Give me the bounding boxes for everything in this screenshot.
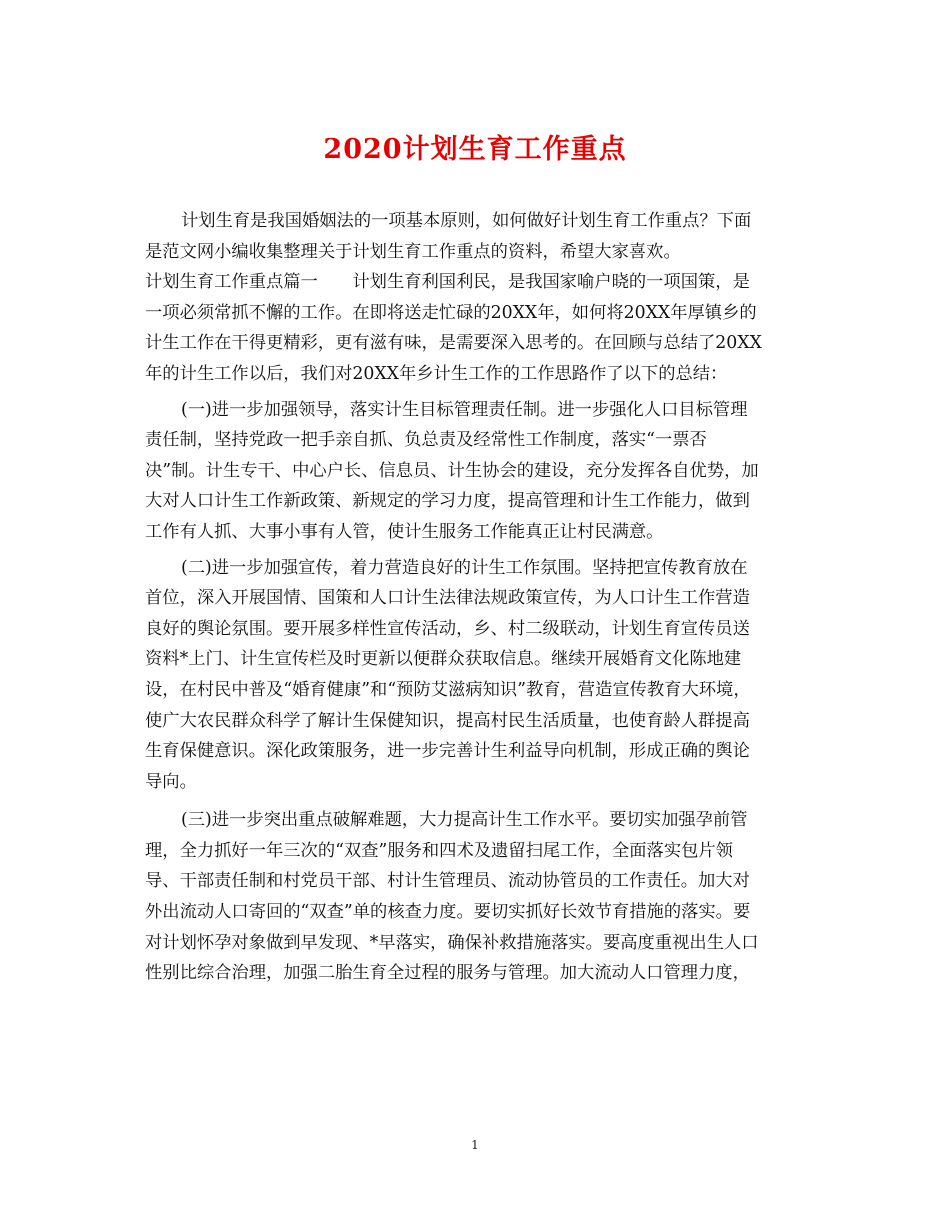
document-body	[145, 206, 805, 989]
body-line: 对计划怀孕对象做到早发现、*早落实，确保补救措施落实。要高度重视出生人口	[145, 932, 759, 953]
body-line: 导、干部责任制和村党员干部、村计生管理员、流动协管员的工作责任。加大对	[145, 871, 750, 892]
body-line: 计生工作在干得更精彩，更有滋有味，是需要深入思考的。在回顾与总结了20XX	[145, 333, 762, 354]
body-line: 使广大农民群众科学了解计生保健知识，提高村民生活质量，也使育龄人群提高	[145, 710, 750, 731]
body-line: 一项必须常抓不懈的工作。在即将送走忙碌的20XX年，如何将20XX年厚镇乡的	[145, 302, 757, 323]
body-line: 计划生育是我国婚姻法的一项基本原则，如何做好计划生育工作重点？下面	[181, 211, 752, 231]
body-line: 导向。	[145, 771, 197, 792]
body-line: (三)进一步突出重点破解难题，大力提高计生工作水平。要切实加强孕前管	[181, 810, 748, 831]
page-number: 1	[471, 1138, 479, 1152]
body-line: 生育保健意识。深化政策服务，进一步完善计生利益导向机制，形成正确的舆论	[145, 741, 750, 762]
body-line: 决”制。计生专干、中心户长、信息员、计生协会的建设，充分发挥各自优势，加	[145, 460, 759, 481]
body-line: 良好的舆论氛围。要开展多样性宣传活动，乡、村二级联动，计划生育宣传员送	[145, 618, 750, 639]
body-line: 性别比综合治理，加强二胎生育全过程的服务与管理。加大流动人口管理力度，	[145, 963, 750, 984]
body-line: 理，全力抓好一年三次的“双查”服务和四术及遗留扫尾工作，全面落实包片领	[145, 840, 733, 861]
body-line: 责任制，坚持党政一把手亲自抓、负总责及经常性工作制度，落实“一票否	[145, 430, 707, 451]
body-line: 年的计生工作以后，我们对20XX年乡计生工作的工作思路作了以下的总结：	[145, 363, 728, 384]
body-line: 计划生育工作重点篇一 计划生育利国利民，是我国家喻户晓的一项国策，是	[145, 272, 750, 293]
body-line: 大对人口计生工作新政策、新规定的学习力度，提高管理和计生工作能力，做到	[145, 491, 750, 512]
body-line: 设，在村民中普及“婚育健康”和“预防艾滋病知识”教育，营造宣传教育大环境，	[145, 679, 751, 700]
body-line: 首位，深入开展国情、国策和人口计生法律法规政策宣传，为人口计生工作营造	[145, 588, 750, 609]
document-title: 2020计划生育工作重点	[323, 134, 627, 165]
body-line: (二)进一步加强宣传，着力营造良好的计生工作氛围。坚持把宣传教育放在	[181, 557, 748, 578]
body-line: 是范文网小编收集整理关于计划生育工作重点的资料，希望大家喜欢。	[145, 241, 681, 262]
body-line: 外出流动人口寄回的“双查”单的核查力度。要切实抓好长效节育措施的落实。要	[145, 902, 751, 923]
body-line: 工作有人抓、大事小事有人管，使计生服务工作能真正让村民满意。	[145, 521, 664, 542]
body-line: (一)进一步加强领导，落实计生目标管理责任制。进一步强化人口目标管理	[181, 399, 748, 420]
body-line: 资料*上门、计生宣传栏及时更新以便群众获取信息。继续开展婚育文化陈地建	[145, 649, 742, 670]
